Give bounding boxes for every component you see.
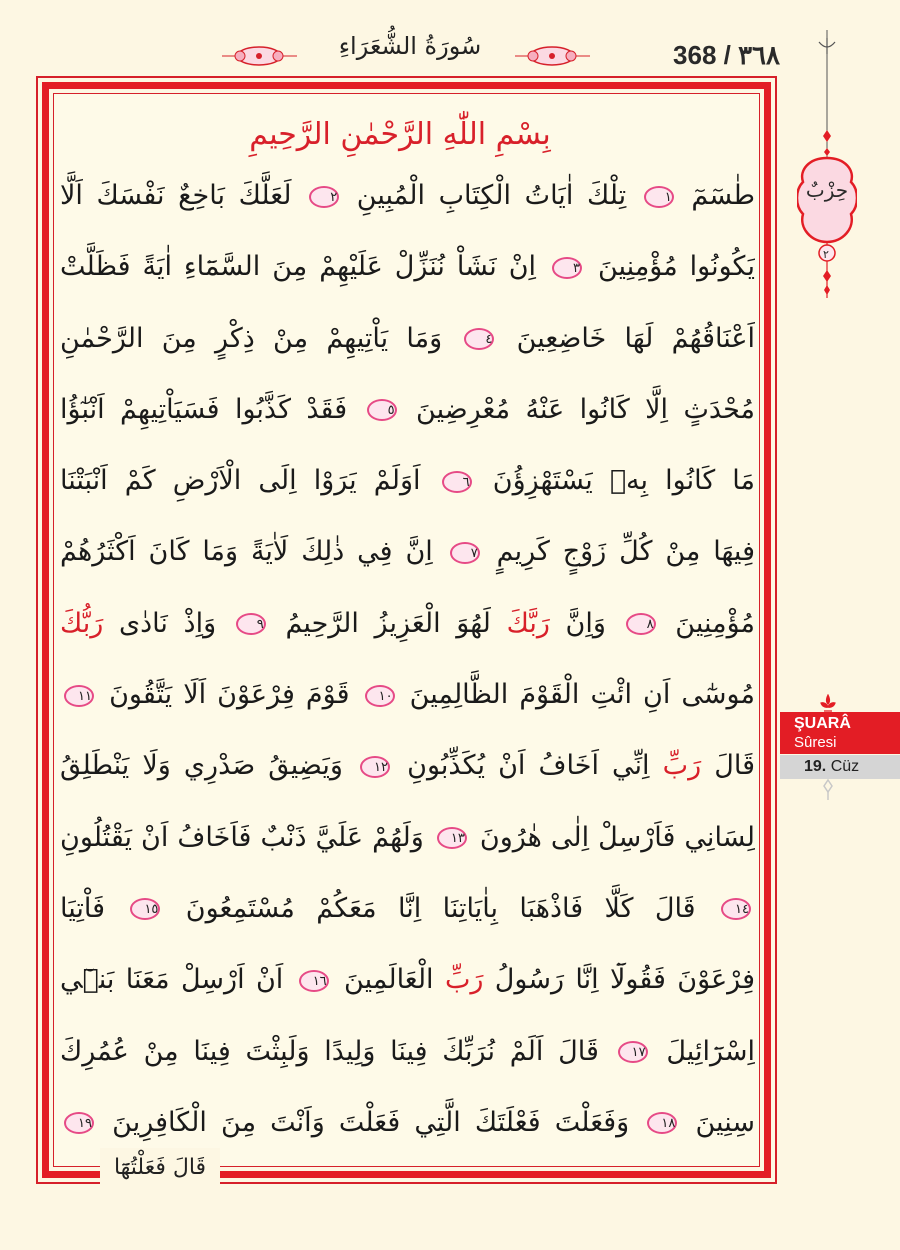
ayah-number-marker: ١٠ xyxy=(365,685,395,707)
verse-text: قَالَ كَلَّا فَاذْهَبَا بِاٰيَاتِنَا اِنَّا مَعَكُمْ مُسْتَمِعُونَ xyxy=(185,892,696,924)
verse-text: لَعَلَّكَ بَاخِعٌ نَفْسَكَ اَلَّا xyxy=(60,180,292,211)
sura-sub: Sûresi xyxy=(794,734,837,751)
verse-text: سِنِينَ xyxy=(695,1106,755,1138)
ayah-number-marker: ١٩ xyxy=(64,1112,94,1134)
verse-line xyxy=(60,374,755,445)
bottom-ornament-icon xyxy=(818,778,838,800)
ayah-number-marker: ١٤ xyxy=(721,898,751,920)
divine-name-highlight: رَبِّ xyxy=(662,750,702,782)
verse-text: اِنَّ فِي ذٰلِكَ لَاٰيَةً وَمَا كَانَ اَكْثَرُهُمْ xyxy=(60,536,433,568)
verse-text: لِسَانِي فَاَرْسِلْ اِلٰى هٰرُونَ xyxy=(479,821,755,853)
juz-label: Cüz xyxy=(830,758,860,775)
verse-text: وَاِنَّ xyxy=(565,607,606,639)
ayah-number-marker: ٦ xyxy=(442,471,472,493)
surah-title: سُورَةُ الشُّعَرَاءِ xyxy=(338,32,482,60)
ayah-number-marker: ١٢ xyxy=(360,756,390,778)
verse-text: اِنْ نَشَاْ نُنَزِّلْ عَلَيْهِمْ مِنَ السَّمَٓاءِ اٰيَةً فَظَلَّتْ xyxy=(60,251,537,283)
verse-text: مَا كَانُوا بِهٖ يَسْتَهْزِؤُنَ xyxy=(492,465,755,497)
verse-text: وَلَهُمْ عَلَيَّ ذَنْبٌ فَاَخَافُ اَنْ يَقْتُلُونِ xyxy=(60,821,424,853)
verse-text: اِنِّي اَخَافُ اَنْ يُكَذِّبُونِ xyxy=(407,750,650,782)
verse-text: قَالَ xyxy=(714,750,755,782)
divine-name-highlight: رَبُّكَ xyxy=(60,607,104,639)
verse-line xyxy=(60,445,755,516)
verse-line xyxy=(60,944,755,1015)
hizb-number: ٢ xyxy=(823,248,829,261)
verse-line xyxy=(60,659,755,730)
juz-number: 19. xyxy=(804,758,827,775)
verse-line xyxy=(60,730,755,801)
verse-text: وَيَضِيقُ صَدْرِي وَلَا يَنْطَلِقُ xyxy=(60,750,343,782)
verse-text: مُوسٰٓى اَنِ ائْتِ الْقَوْمَ الظَّالِمِينَ xyxy=(409,679,755,711)
verse-text: وَاِذْ نَادٰى xyxy=(118,607,217,639)
verse-text: اَوَلَمْ يَرَوْا اِلَى الْاَرْضِ كَمْ اَنْبَتْنَا xyxy=(60,465,421,497)
ayah-number-marker: ٧ xyxy=(450,542,480,564)
verse-text: اَنْ اَرْسِلْ مَعَنَا بَنٖٓي xyxy=(60,964,284,996)
divine-name-highlight: رَبِّ xyxy=(444,964,484,996)
sura-name-tab xyxy=(780,712,900,754)
verse-text: الْعَالَمِينَ xyxy=(344,964,434,996)
verse-text: اِسْرَٓائِيلَ xyxy=(666,1035,755,1067)
verse-text: مُؤْمِنِينَ xyxy=(675,607,755,639)
ayah-number-marker: ٨ xyxy=(626,613,656,635)
verse-text: طٰسٓمٓ xyxy=(691,180,755,211)
header-left-ornament-icon xyxy=(222,45,297,67)
ayah-number-marker: ١ xyxy=(644,186,674,208)
verse-text: فِيهَا مِنْ كُلِّ زَوْجٍ كَرِيمٍ xyxy=(496,536,755,568)
verse-text: قَوْمَ فِرْعَوْنَ اَلَا يَتَّقُونَ xyxy=(109,679,350,711)
ayah-number-marker: ١٣ xyxy=(437,827,467,849)
divine-name-highlight: رَبَّكَ xyxy=(506,607,550,639)
ayah-number-marker: ٤ xyxy=(464,328,494,350)
ayah-number-marker: ١٧ xyxy=(618,1041,648,1063)
verse-text: وَمَا يَاْتِيهِمْ مِنْ ذِكْرٍ مِنَ الرَّحْمٰنِ xyxy=(60,322,443,354)
verse-line xyxy=(60,303,755,374)
verse-text: اَعْنَاقُهُمْ لَهَا خَاضِعِينَ xyxy=(516,322,755,354)
verse-line xyxy=(60,588,755,659)
verse-text: فِرْعَوْنَ فَقُولَٓا اِنَّا رَسُولُ xyxy=(494,964,755,996)
ayah-number-marker: ١١ xyxy=(64,685,94,707)
header-right-ornament-icon xyxy=(515,45,590,67)
verse-line xyxy=(60,231,755,302)
verse-text: تِلْكَ اٰيَاتُ الْكِتَابِ الْمُبِينِ xyxy=(356,180,627,211)
verse-text: قَالَ اَلَمْ نُرَبِّكَ فِينَا وَلِيدًا وَلَبِثْتَ فِينَا مِنْ عُمُرِكَ xyxy=(60,1035,599,1067)
sura-name: ŞUARÂ xyxy=(794,715,851,732)
ayah-number-marker: ١٦ xyxy=(299,970,329,992)
ayah-number-marker: ٩ xyxy=(236,613,266,635)
fleur-icon xyxy=(818,694,838,714)
verse-text: مُحْدَثٍ اِلَّا كَانُوا عَنْهُ مُعْرِضِينَ xyxy=(416,393,755,425)
verse-line xyxy=(60,160,755,231)
basmala: بِسْمِ اللّٰهِ الرَّحْمٰنِ الرَّحِيمِ xyxy=(249,117,551,152)
hizb-label: حِزْبٌ xyxy=(805,178,849,202)
verse-text: يَكُونُوا مُؤْمِنِينَ xyxy=(597,251,755,283)
verse-line xyxy=(60,873,755,944)
ayah-number-marker: ٥ xyxy=(367,399,397,421)
verse-lines xyxy=(60,160,755,1158)
catchword: قَالَ فَعَلْتُهَٓا xyxy=(100,1148,220,1188)
ayah-number-marker: ١٥ xyxy=(130,898,160,920)
verse-text: فَقَدْ كَذَّبُوا فَسَيَاْتِيهِمْ اَنْبٰٓؤُا xyxy=(60,393,348,425)
verse-line xyxy=(60,802,755,873)
verse-text: لَهُوَ الْعَزِيزُ الرَّحِيمُ xyxy=(285,607,491,639)
verse-line xyxy=(60,1016,755,1087)
verse-text: فَاْتِيَا xyxy=(60,892,106,924)
verse-text: وَفَعَلْتَ فَعْلَتَكَ الَّتِي فَعَلْتَ وَاَنْتَ مِنَ الْكَافِرِينَ xyxy=(112,1106,630,1138)
juz-tab xyxy=(780,755,900,779)
verse-line xyxy=(60,516,755,587)
ayah-number-marker: ٣ xyxy=(552,257,582,279)
ayah-number-marker: ٢ xyxy=(309,186,339,208)
ayah-number-marker: ١٨ xyxy=(647,1112,677,1134)
page-header xyxy=(0,0,900,72)
page-number: 368 / ٣٦٨ xyxy=(673,40,780,70)
